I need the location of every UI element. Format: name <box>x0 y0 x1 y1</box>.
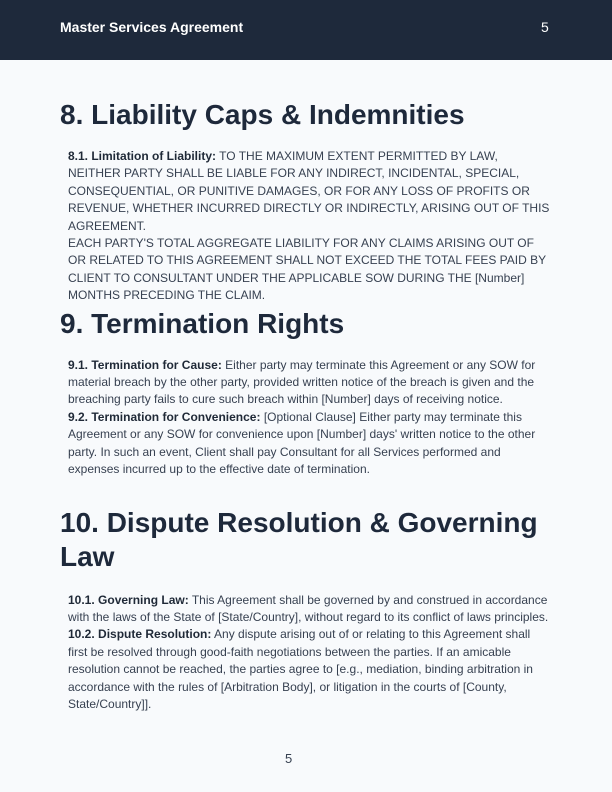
clause-10-2-text: Any dispute arising out of or relating to this Agreement shall first be resolved through good-faith negotiations between the parties. If an amicable resolution cannot be reached, the parties agree to [e.g., mediation, binding arbitration in accordance with the rules of [Arbitration Body], or litigation in the courts of [County, State/Country]]. <box>68 627 533 711</box>
clause-9-2-text: [Optional Clause] Either party may terminate this Agreement or any SOW for convenience upon [Number] days' written notice to the other party. In such an event, Client shall pay Consultant for all Services performed and expenses incurred up to the effective date of termination. <box>68 409 536 477</box>
clause-8-1-text: TO THE MAXIMUM EXTENT PERMITTED BY LAW, NEITHER PARTY SHALL BE LIABLE FOR ANY INDIRECT, INCIDENTAL, SPECIAL, CONSEQUENTIAL, OR PUNITIVE DAMAGES, OR FOR ANY LOSS OF PROFITS OR REVENUE, WHETHER INCURRED DIRECTLY OR INDIRECTLY, ARISING OUT OF THIS AGREEMENT. <box>68 149 550 233</box>
clause-10-1-text: This Agreement shall be governed by and construed in accordance with the laws of the State of [State/Country], without regard to its conflict of laws principles. <box>68 592 549 624</box>
clause-10-2 <box>68 626 550 713</box>
section-8-body <box>60 148 550 305</box>
clause-9-1-label: 9.1. Termination for Cause: <box>68 357 222 372</box>
clause-9-2 <box>68 409 550 479</box>
clause-9-2-label: 9.2. Termination for Convenience: <box>68 409 261 424</box>
section-10-heading: 10. Dispute Resolution & Governing Law <box>60 506 538 572</box>
page-header <box>0 0 612 60</box>
footer-page-number: 5 <box>285 751 293 766</box>
clause-8-1-cap: EACH PARTY'S TOTAL AGGREGATE LIABILITY FOR ANY CLAIMS ARISING OUT OF OR RELATED TO THIS AGREEMENT SHALL NOT EXCEED THE TOTAL FEES PAID BY CLIENT TO CONSULTANT UNDER THE APPLICABLE SOW DURING THE [Number] MONTHS PRECEDING THE CLAIM. <box>68 236 546 303</box>
clause-8-1-label: 8.1. Limitation of Liability: <box>68 149 217 163</box>
clause-10-1-label: 10.1. Governing Law: <box>68 592 189 607</box>
clause-10-2-label: 10.2. Dispute Resolution: <box>68 627 212 642</box>
clause-9-1-text: Either party may terminate this Agreement or any SOW for material breach by the other party, provided written notice of the breach is given and the breaching party fails to cure such breach within [Number] days of receiving notice. <box>68 357 536 407</box>
section-10-body <box>60 592 550 714</box>
document-title: Master Services Agreement <box>60 19 244 35</box>
section-9-heading: 9. Termination Rights <box>60 307 345 339</box>
document-body <box>60 96 550 713</box>
header-page-number: 5 <box>541 19 549 35</box>
clause-9-1 <box>68 357 550 409</box>
clause-8-1 <box>68 148 550 235</box>
section-9-body <box>60 357 550 479</box>
clause-10-1 <box>68 592 550 627</box>
section-8-heading: 8. Liability Caps & Indemnities <box>60 99 465 130</box>
